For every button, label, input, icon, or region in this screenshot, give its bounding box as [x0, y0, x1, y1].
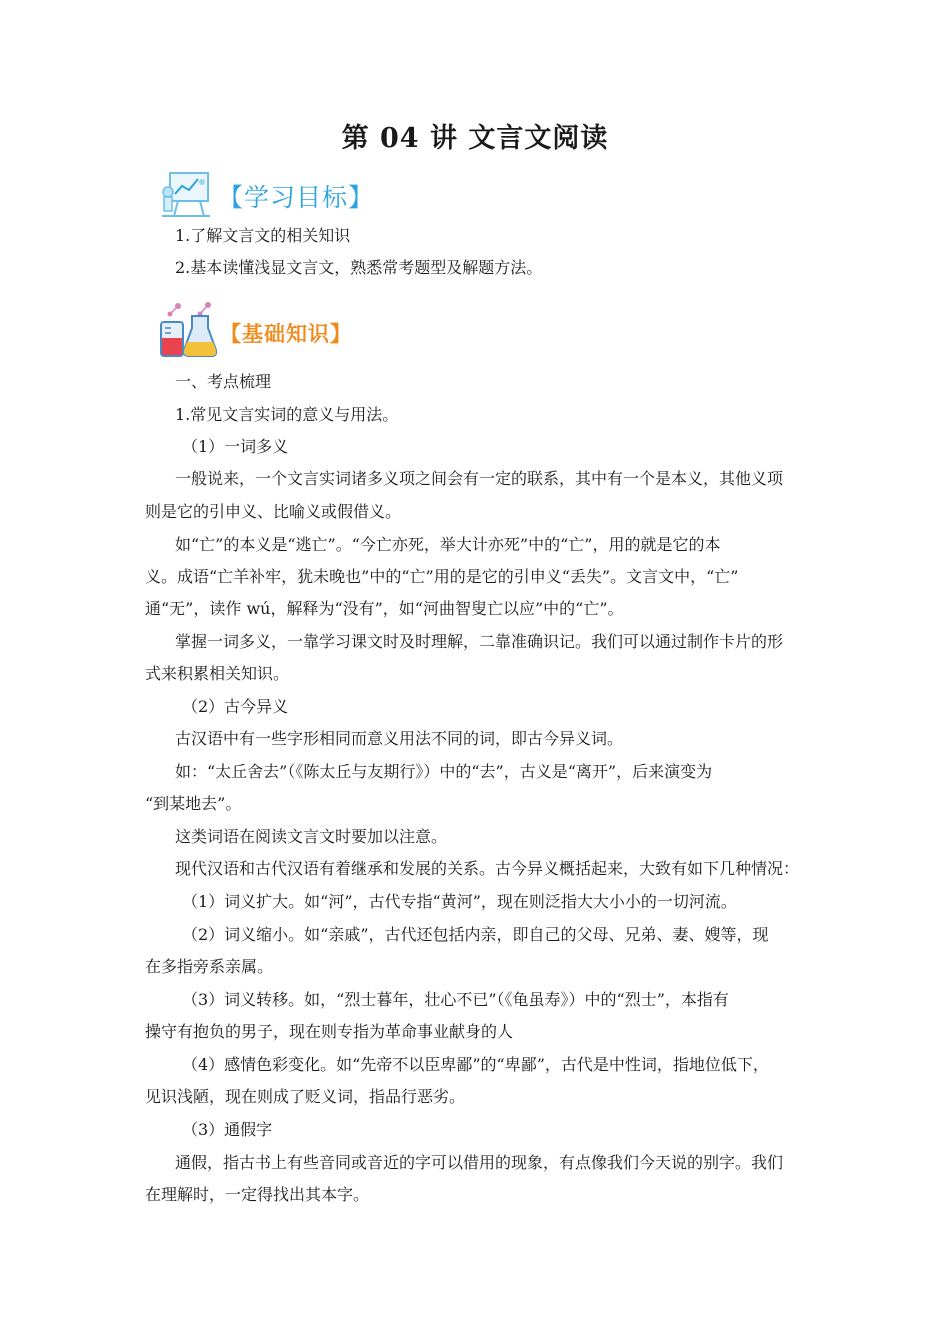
- body-text-line: 如“亡”的本义是“逃亡”。“今亡亦死，举大计亦死”中的“亡”，用的就是它的本: [175, 535, 721, 554]
- body-text-line: （3）通假字: [182, 1120, 273, 1139]
- body-text-line: 现代汉语和古代汉语有着继承和发展的关系。古今异义概括起来，大致有如下几种情况：: [175, 859, 800, 878]
- learning-goals-heading: [160, 170, 374, 222]
- body-text-line: 见识浅陋，现在则成了贬义词，指品行恶劣。: [145, 1087, 466, 1106]
- body-text-line: （2）词义缩小。如“亲戚”，古代还包括内亲，即自己的父母、兄弟、妻、嫂等，现: [182, 925, 769, 944]
- body-text-line: （1）词义扩大。如“河”，古代专指“黄河”，现在则泛指大大小小的一切河流。: [182, 892, 737, 911]
- body-text-line: （1）一词多义: [182, 437, 289, 456]
- body-text-line: 通假，指古书上有些音同或音近的字可以借用的现象，有点像我们今天说的别字。我们: [175, 1153, 784, 1172]
- body-text-line: 式来积累相关知识。: [145, 664, 290, 683]
- page-title: 第 04 讲 文言文阅读: [341, 123, 609, 154]
- body-text-line: 则是它的引申义、比喻义或假借义。: [145, 502, 402, 521]
- body-text-line: 操守有抱负的男子，现在则专指为革命事业献身的人: [145, 1022, 514, 1041]
- body-text-line: （3）词义转移。如，“烈士暮年，壮心不已”（《龟虽寿》）中的“烈士”，本指有: [182, 990, 729, 1009]
- body-text-line: 一、考点梳理: [175, 372, 272, 391]
- body-text-line: 如：“太丘舍去”（《陈太丘与友期行》）中的“去”，古义是“离开”，后来演变为: [175, 762, 713, 781]
- lab-flask-icon: [156, 300, 218, 366]
- body-text-line: 在理解时，一定得找出其本字。: [145, 1185, 370, 1204]
- body-text-line: 掌握一词多义，一靠学习课文时及时理解，二靠准确识记。我们可以通过制作卡片的形: [175, 632, 784, 651]
- body-text-line: 古汉语中有一些字形相同而意义用法不同的词，即古今异义词。: [175, 729, 624, 748]
- body-text-line: 义。成语“亡羊补牢，犹未晚也”中的“亡”用的是它的引申义“丢失”。文言文中，“亡”: [145, 567, 739, 586]
- presentation-board-icon: [160, 170, 212, 222]
- body-text-line: “到某地去”。: [145, 794, 242, 813]
- goal-item: 2.基本读懂浅显文言文，熟悉常考题型及解题方法。: [175, 258, 543, 277]
- body-text-line: （2）古今异义: [182, 697, 289, 716]
- body-text-line: （4）感情色彩变化。如“先帝不以臣卑鄙”的“卑鄙”，古代是中性词，指地位低下，: [182, 1055, 769, 1074]
- body-text-line: 1.常见文言实词的意义与用法。: [175, 405, 399, 424]
- body-text-line: 通“无”，读作 wú，解释为“没有”，如“河曲智叟亡以应”中的“亡”。: [145, 599, 624, 618]
- body-text-line: 这类词语在阅读文言文时要加以注意。: [175, 827, 448, 846]
- basic-knowledge-heading: [156, 300, 352, 366]
- goal-item: 1.了解文言文的相关知识: [175, 226, 351, 245]
- learning-goals-label: 【学习目标】: [218, 183, 375, 212]
- body-text-line: 一般说来，一个文言实词诸多义项之间会有一定的联系，其中有一个是本义，其他义项: [175, 469, 784, 488]
- basic-knowledge-label: 【基础知识】: [220, 322, 352, 346]
- body-text-line: 在多指旁系亲属。: [145, 957, 274, 976]
